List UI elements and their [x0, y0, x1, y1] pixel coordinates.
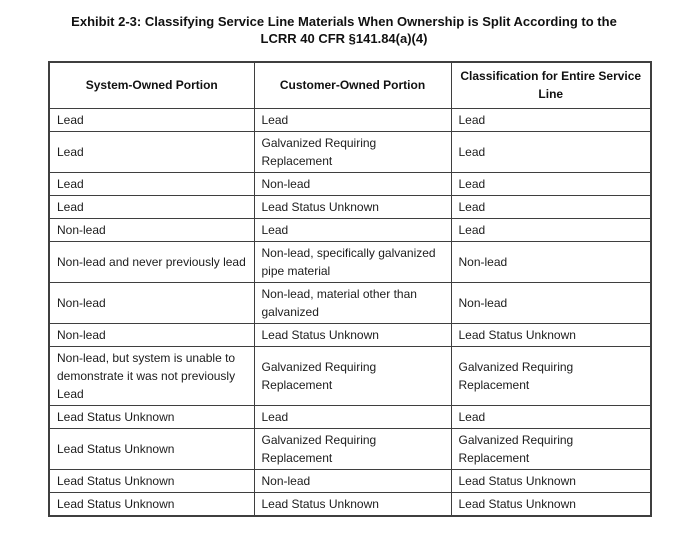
- table-cell: Lead: [49, 108, 254, 131]
- table-cell: Lead: [49, 195, 254, 218]
- table-cell: Lead Status Unknown: [49, 405, 254, 428]
- table-cell: Non-lead, but system is unable to demonstrate it was not previously Lead: [49, 346, 254, 405]
- exhibit-table: [48, 61, 652, 517]
- table-cell: Galvanized Requiring Replacement: [451, 428, 651, 469]
- table-row: [49, 131, 651, 172]
- table-cell: Galvanized Requiring Replacement: [451, 346, 651, 405]
- table-cell: Lead Status Unknown: [451, 323, 651, 346]
- table-cell: Lead: [254, 405, 451, 428]
- table-cell: Lead Status Unknown: [49, 469, 254, 492]
- table-cell: Non-lead: [49, 282, 254, 323]
- exhibit-title: [0, 13, 688, 47]
- table-cell: Non-lead, material other than galvanized: [254, 282, 451, 323]
- table-cell: Non-lead: [451, 282, 651, 323]
- table-row: [49, 346, 651, 405]
- column-header: Classification for Entire Service Line: [451, 62, 651, 108]
- table-cell: Galvanized Requiring Replacement: [254, 428, 451, 469]
- table-body: [49, 108, 651, 516]
- table-cell: Lead: [451, 195, 651, 218]
- table-cell: Lead Status Unknown: [451, 492, 651, 516]
- table-cell: Lead: [451, 131, 651, 172]
- table-cell: Lead: [49, 172, 254, 195]
- table-cell: Non-lead: [451, 241, 651, 282]
- table-cell: Non-lead: [49, 218, 254, 241]
- table-cell: Non-lead: [49, 323, 254, 346]
- table-row: [49, 218, 651, 241]
- table-cell: Lead Status Unknown: [254, 323, 451, 346]
- column-header: Customer-Owned Portion: [254, 62, 451, 108]
- table-cell: Non-lead and never previously lead: [49, 241, 254, 282]
- table-row: [49, 428, 651, 469]
- table-row: [49, 108, 651, 131]
- table-cell: Lead Status Unknown: [254, 492, 451, 516]
- table-row: [49, 492, 651, 516]
- table-cell: Lead Status Unknown: [49, 428, 254, 469]
- table-cell: Lead Status Unknown: [254, 195, 451, 218]
- table-cell: Lead: [254, 218, 451, 241]
- table-cell: Galvanized Requiring Replacement: [254, 131, 451, 172]
- table-row: [49, 195, 651, 218]
- table-row: [49, 282, 651, 323]
- table-cell: Lead Status Unknown: [49, 492, 254, 516]
- table-cell: Non-lead: [254, 469, 451, 492]
- table-row: [49, 241, 651, 282]
- table-cell: Lead: [451, 108, 651, 131]
- table-row: [49, 469, 651, 492]
- header-row: [49, 62, 651, 108]
- table-row: [49, 323, 651, 346]
- table-cell: Lead Status Unknown: [451, 469, 651, 492]
- table-cell: Lead: [49, 131, 254, 172]
- exhibit-title-line2: LCRR 40 CFR §141.84(a)(4): [260, 31, 428, 46]
- table-cell: Galvanized Requiring Replacement: [254, 346, 451, 405]
- column-header: System-Owned Portion: [49, 62, 254, 108]
- table-cell: Lead: [451, 405, 651, 428]
- table-cell: Lead: [254, 108, 451, 131]
- table-cell: Non-lead: [254, 172, 451, 195]
- table-cell: Lead: [451, 218, 651, 241]
- table-cell: Lead: [451, 172, 651, 195]
- exhibit-title-line1: Exhibit 2-3: Classifying Service Line Materials When Ownership is Split According to the: [71, 14, 617, 29]
- table-cell: Non-lead, specifically galvanized pipe material: [254, 241, 451, 282]
- table-row: [49, 172, 651, 195]
- table-row: [49, 405, 651, 428]
